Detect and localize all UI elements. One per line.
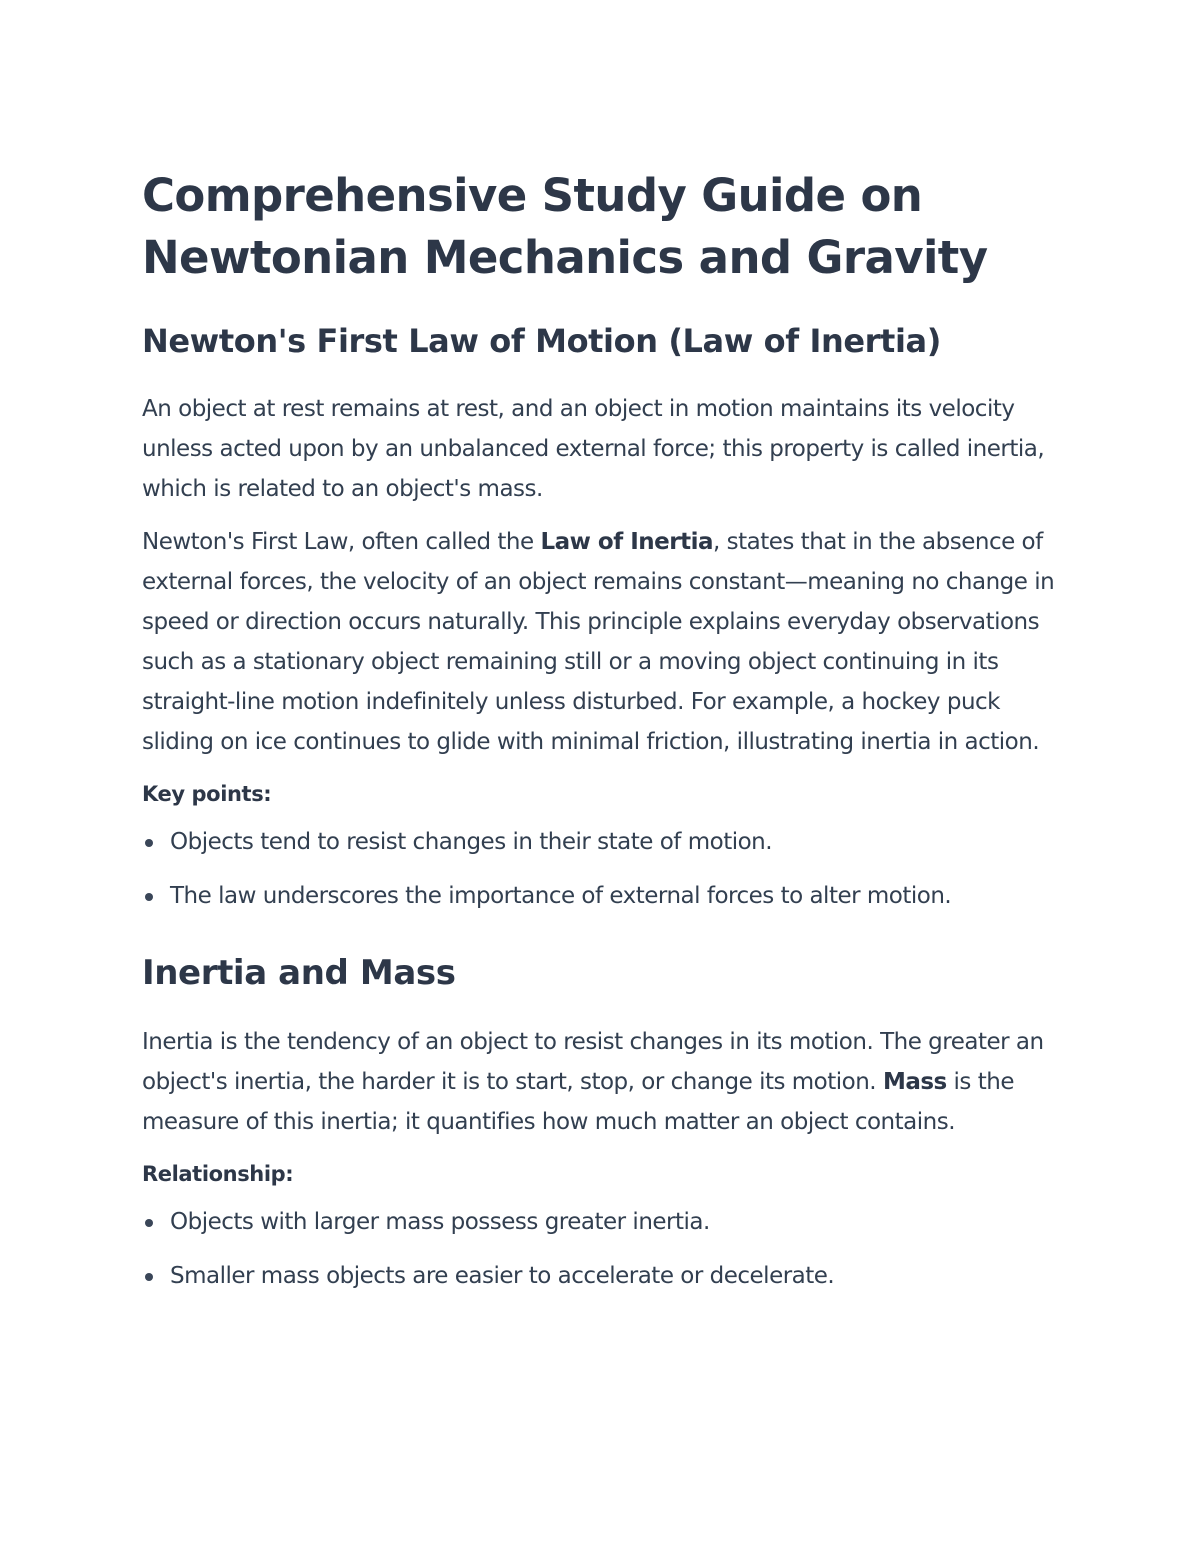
- mass-bold: Mass: [882, 1069, 947, 1095]
- key-points-label: Key points:: [142, 782, 272, 806]
- list-item: [142, 876, 1062, 916]
- first-law-detail-text-a: Newton's First Law, often called the: [142, 529, 541, 555]
- section-heading-inertia-mass: Inertia and Mass: [142, 953, 456, 993]
- relationship-label: Relationship:: [142, 1162, 294, 1186]
- bullet-icon: [145, 893, 153, 901]
- inertia-mass-text-b: is the measure of this inertia; it quantifies how much matter an object contains.: [142, 1069, 1014, 1135]
- title-line-2: Newtonian Mechanics and Gravity: [142, 231, 988, 284]
- law-of-inertia-bold: Law of Inertia: [540, 529, 713, 555]
- key-points-list: [142, 822, 1062, 916]
- section-heading-first-law: Newton's First Law of Motion (Law of Inertia): [142, 322, 941, 360]
- inertia-mass-paragraph: [142, 1022, 1062, 1142]
- list-item-text: Objects tend to resist changes in their state of motion.: [170, 829, 773, 855]
- list-item: [142, 1256, 1062, 1296]
- first-law-detail-paragraph: [142, 522, 1062, 762]
- title-line-1: Comprehensive Study Guide on: [142, 169, 923, 222]
- bullet-icon: [145, 1273, 153, 1281]
- first-law-detail-text-b: , states that in the absence of external forces, the velocity of an object remains constant—meaning no change in speed or direction occurs naturally. This principle explains everyday observations such as a stationary object remaining still or a moving object continuing in its straight-line motion indefinitely unless disturbed. For example, a hockey puck sliding on ice continues to glide with minimal friction, illustrating inertia in action.: [142, 529, 1055, 755]
- first-law-intro-paragraph: An object at rest remains at rest, and an object in motion maintains its velocity unless acted upon by an unbalanced external force; this property is called inertia, which is related to an object's mass.: [142, 396, 1045, 502]
- list-item: [142, 1202, 1062, 1242]
- list-item-text: Smaller mass objects are easier to accelerate or decelerate.: [170, 1263, 835, 1289]
- list-item: [142, 822, 1062, 862]
- relationship-list: [142, 1202, 1062, 1296]
- document-title: [142, 165, 1062, 289]
- bullet-icon: [145, 839, 153, 847]
- bullet-icon: [145, 1219, 153, 1227]
- list-item-text: Objects with larger mass possess greater inertia.: [170, 1209, 710, 1235]
- inertia-mass-text-a: Inertia is the tendency of an object to resist changes in its motion. The greater an object's inertia, the harder it is to start, stop, or change its motion.: [142, 1029, 1044, 1095]
- document-content: [142, 165, 1062, 1296]
- list-item-text: The law underscores the importance of external forces to alter motion.: [170, 883, 952, 909]
